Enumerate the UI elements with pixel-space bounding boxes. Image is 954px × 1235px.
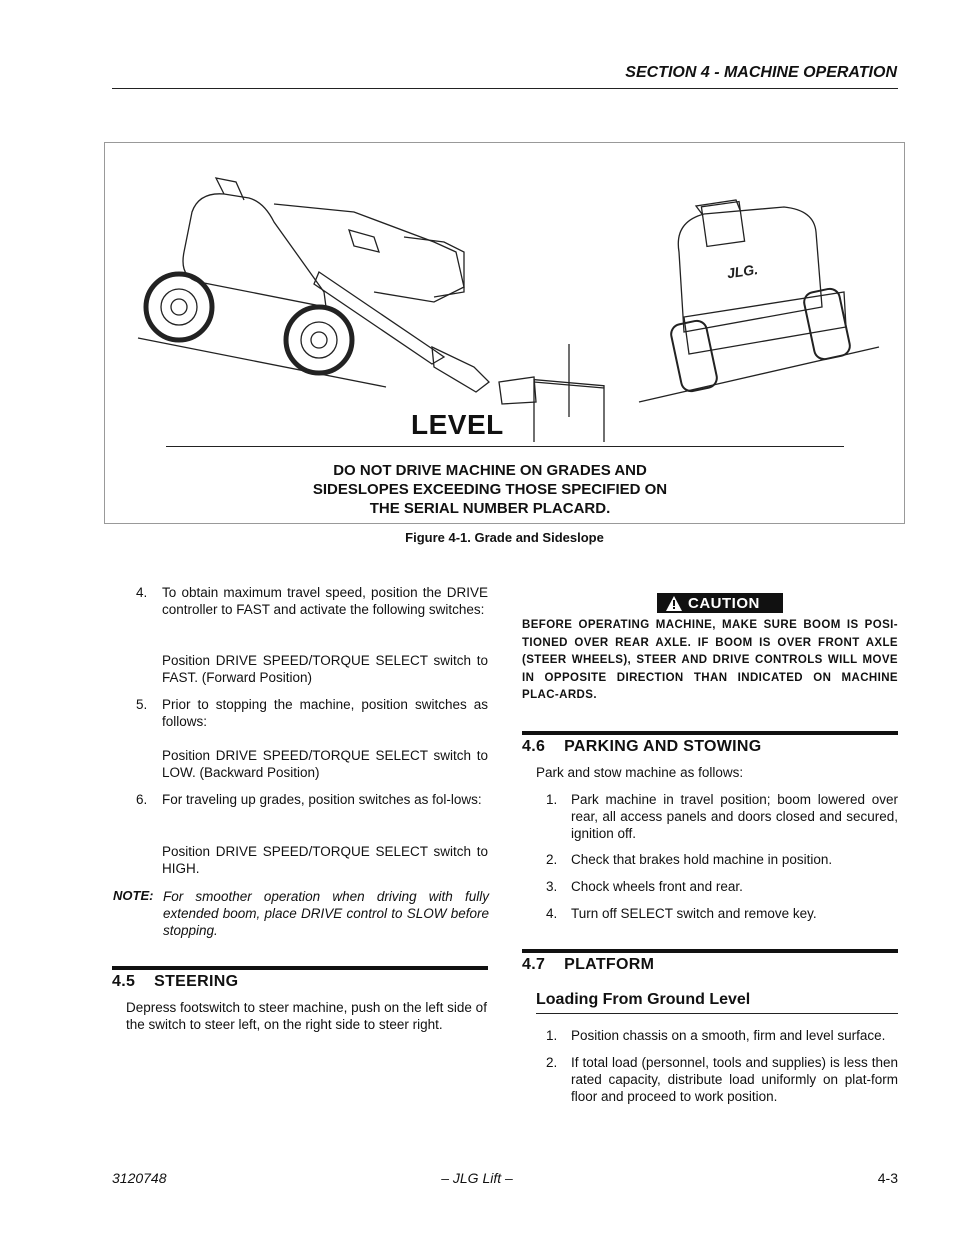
parking-intro: Park and stow machine as follows: <box>536 765 744 780</box>
loading-subheading: Loading From Ground Level <box>536 991 751 1008</box>
platform-heading: 4.7 PLATFORM <box>522 956 655 973</box>
list-item-sub: Position DRIVE SPEED/TORQUE SELECT switch to LOW. (Backward Position) <box>162 748 488 780</box>
section-rule <box>112 966 488 970</box>
note-text: For smoother operation when driving with fully extended boom, place DRIVE control to SLOW before stopping. <box>163 889 489 938</box>
grade-ground-line <box>138 338 386 387</box>
section-rule <box>522 731 898 735</box>
section-title: SECTION 4 - MACHINE OPERATION <box>625 64 897 81</box>
footer-center: – JLG Lift – <box>441 1170 513 1186</box>
figure-warning <box>245 461 735 518</box>
footer-doc-number: 3120748 <box>112 1170 167 1186</box>
subheading-rule <box>536 1013 898 1014</box>
machine-illustration <box>104 142 905 442</box>
rear-wheel <box>146 274 212 340</box>
caution-text: BEFORE OPERATING MACHINE, MAKE SURE BOOM IS POSI-TIONED OVER REAR AXLE. IF BOOM IS OVER FRONT AXLE (STEER WHEELS), STEER AND DRIVE CONTROLS WILL MOVE IN OPPOSITE DIRECTION THAN INDICATED ON MACHINE PLAC-ARDS. <box>522 619 898 701</box>
section-rule <box>522 949 898 953</box>
note-label: NOTE: <box>113 888 154 903</box>
footer-page-number: 4-3 <box>877 1170 898 1186</box>
caution-badge <box>657 593 783 613</box>
steering-heading: 4.5 STEERING <box>112 973 239 990</box>
warning-triangle-icon <box>666 596 682 611</box>
level-label: LEVEL <box>411 409 504 440</box>
figure-caption: Figure 4-1. Grade and Sideslope <box>405 530 604 545</box>
caution-label: CAUTION <box>688 594 760 612</box>
warning-line: THE SERIAL NUMBER PLACARD. <box>369 500 611 517</box>
front-wheel <box>286 307 352 373</box>
header-rule <box>112 88 898 89</box>
warning-line: DO NOT DRIVE MACHINE ON GRADES AND <box>333 462 647 479</box>
warning-line: SIDESLOPES EXCEEDING THOSE SPECIFIED ON <box>312 481 668 498</box>
steering-text: Depress footswitch to steer machine, push on the left side of the switch to steer left, on the right side to steer right. <box>126 1000 487 1032</box>
level-rule <box>166 446 844 447</box>
list-item-sub: Position DRIVE SPEED/TORQUE SELECT switch to HIGH. <box>162 844 488 876</box>
jlg-logo: JLG. <box>725 261 759 282</box>
list-item-sub: Position DRIVE SPEED/TORQUE SELECT switch to FAST. (Forward Position) <box>162 653 488 685</box>
parking-heading: 4.6 PARKING AND STOWING <box>522 738 762 755</box>
